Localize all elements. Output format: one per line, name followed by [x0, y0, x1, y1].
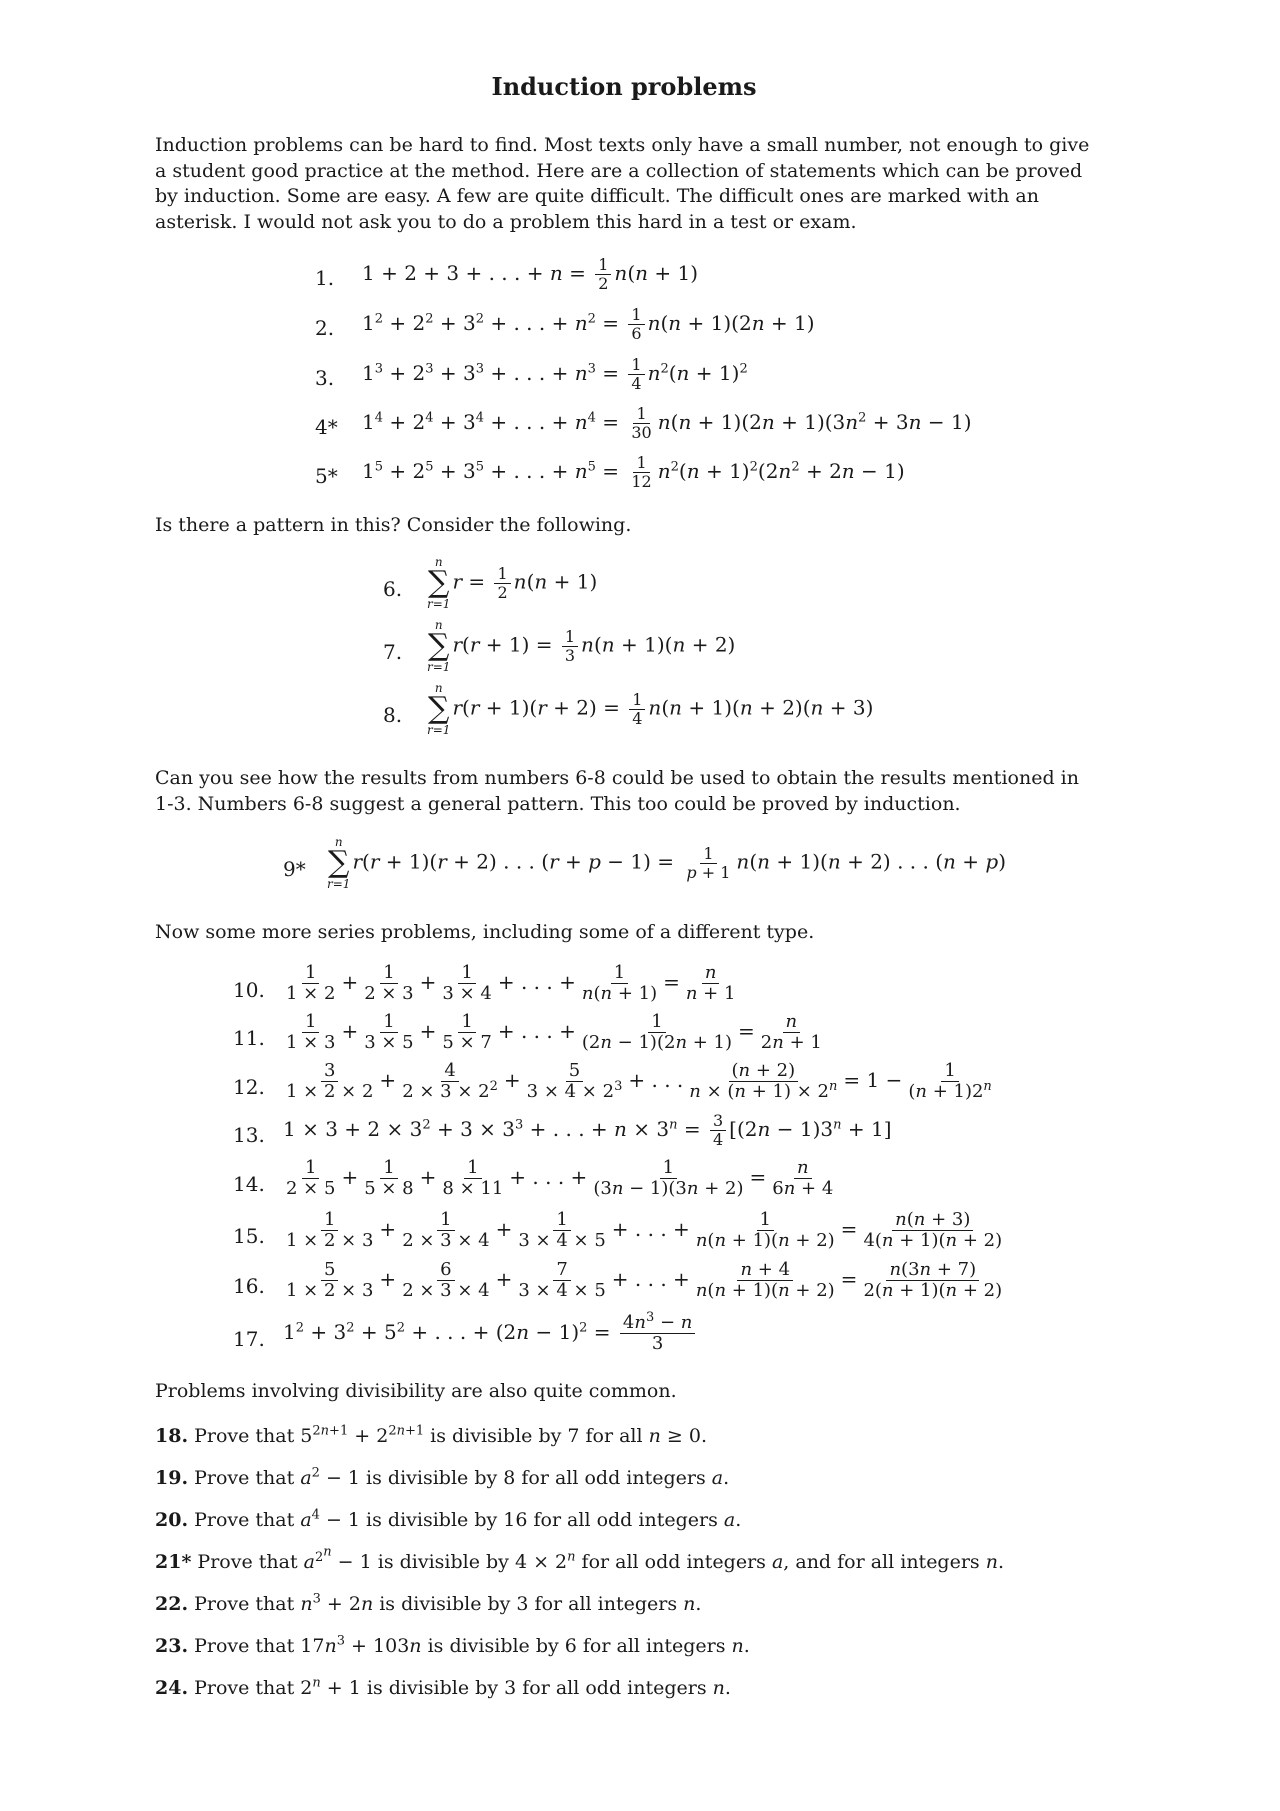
divisibility-intro: Problems involving divisibility are also quite common. [155, 1380, 677, 1402]
formula-12: $\frac{3}{1 \times 2 \times 2}$ + $\frac{4}{2 \times 3 \times 2^2}$ + $\frac{5}{3 \times 4 \times 2^3}$ + . . . $\frac{(n + 2)}{n \times (n + 1) \times 2^n}$ = 1 − $\frac{1}{(n + 1)2^n}$ [286, 1060, 992, 1103]
problem-24: 24. Prove that $2^n + 1$ is divisible by 3 for all odd integers n. [155, 1675, 731, 1699]
problem-label-13: 13. [233, 1123, 265, 1147]
problem-label-9: 9* [283, 857, 306, 881]
problem-label-2: 2. [315, 316, 335, 340]
problem-22: 22. Prove that $n^3 + 2n$ is divisible by 3 for all integers n. [155, 1591, 702, 1615]
problem-18: 18. Prove that $5^{2n+1} + 2^{2n+1}$ is divisible by 7 for all n ≥ 0. [155, 1423, 708, 1447]
problem-label-17: 17. [233, 1327, 265, 1351]
problem-label-16: 16. [233, 1274, 265, 1298]
formula-1: 1 + 2 + 3 + . . . + n = $\frac{1}{2}$ n(n + 1) [362, 255, 699, 293]
formula-13: $1 \times 3 + 2 \times 3^2 + 3 \times 3^3$ + . . . + $n \times 3^n$ = $\frac{3}{4}$ $[(2n - 1)3^n + 1]$ [283, 1111, 892, 1149]
formula-7: n ∑ r=1 r(r + 1) = $\frac{1}{3}$ n(n + 1)(n + 2) [427, 618, 736, 674]
problem-label-4: 4* [315, 415, 338, 439]
problem-label-18: 18. [155, 1425, 189, 1447]
page-title: Induction problems [491, 72, 757, 101]
problem-label-6: 6. [383, 577, 403, 601]
formula-16: $\frac{5}{1 \times 2 \times 3}$ + $\frac{6}{2 \times 3 \times 4}$ + $\frac{7}{3 \times 4 \times 5}$ + . . . + $\frac{n + 4}{n(n + 1)(n + 2)}$ = $\frac{n(3n + 7)}{2(n + 1)(n + 2)}$ [286, 1259, 1003, 1302]
problem-label-11: 11. [233, 1026, 265, 1050]
problem-label-24: 24. [155, 1677, 189, 1699]
problem-label-7: 7. [383, 640, 403, 664]
formula-4: $1^4 + 2^4 + 3^4$ + . . . + $n^4$ = $\frac{1}{30}$ $n(n + 1)(2n + 1)(3n^2 + 3n - 1)$ [362, 404, 972, 442]
problem-label-19: 19. [155, 1467, 189, 1489]
problem-label-21: 21* [155, 1551, 192, 1573]
pattern-question: Is there a pattern in this? Consider the following. [155, 514, 632, 536]
problem-label-14: 14. [233, 1172, 265, 1196]
problem-label-12: 12. [233, 1075, 265, 1099]
formula-3: $1^3 + 2^3 + 3^3$ + . . . + $n^3$ = $\frac{1}{4}$ $n^2(n + 1)^2$ [362, 355, 748, 393]
problem-20: 20. Prove that $a^4 - 1$ is divisible by 16 for all odd integers a. [155, 1507, 742, 1531]
problem-label-1: 1. [315, 266, 335, 290]
problem-label-3: 3. [315, 366, 335, 390]
problem-label-10: 10. [233, 978, 265, 1002]
pattern-paragraph: Can you see how the results from numbers 6-8 could be used to obtain the results mentioned in 1-3. Numbers 6-8 suggest a general pattern. This too could be proved by induction. [155, 767, 1079, 815]
formula-11: $\frac{1}{1 \times 3}$ + $\frac{1}{3 \times 5}$ + $\frac{1}{5 \times 7}$ + . . . + $\frac{1}{(2n - 1)(2n + 1)}$ = $\frac{n}{2n + 1}$ [286, 1011, 822, 1054]
problem-label-20: 20. [155, 1509, 189, 1531]
problem-label-5: 5* [315, 464, 338, 488]
formula-17: $1^2 + 3^2 + 5^2$ + . . . + $(2n - 1)^2$ = $\frac{4n^3 - n}{3}$ [283, 1313, 698, 1354]
problem-19: 19. Prove that $a^2 - 1$ is divisible by 8 for all odd integers a. [155, 1465, 730, 1489]
formula-9: n ∑ r=1 r(r + 1)(r + 2) . . . (r + p − 1) = $\frac{1}{p + 1}$ n(n + 1)(n + 2) . . . (n + p) [327, 835, 1007, 891]
formula-5: $1^5 + 2^5 + 3^5$ + . . . + $n^5$ = $\frac{1}{12}$ $n^2(n + 1)^2(2n^2 + 2n - 1)$ [362, 453, 905, 491]
formula-15: $\frac{1}{1 \times 2 \times 3}$ + $\frac{1}{2 \times 3 \times 4}$ + $\frac{1}{3 \times 4 \times 5}$ + . . . + $\frac{1}{n(n + 1)(n + 2)}$ = $\frac{n(n + 3)}{4(n + 1)(n + 2)}$ [286, 1209, 1003, 1252]
problem-label-15: 15. [233, 1224, 265, 1248]
formula-6: n ∑ r=1 r = $\frac{1}{2}$ n(n + 1) [427, 555, 598, 611]
formula-8: n ∑ r=1 r(r + 1)(r + 2) = $\frac{1}{4}$ n(n + 1)(n + 2)(n + 3) [427, 681, 874, 737]
problem-label-22: 22. [155, 1593, 189, 1615]
formula-2: $1^2 + 2^2 + 3^2$ + . . . + $n^2$ = $\frac{1}{6}$ n(n + 1)(2n + 1) [362, 305, 815, 343]
formula-10: $\frac{1}{1 \times 2}$ + $\frac{1}{2 \times 3}$ + $\frac{1}{3 \times 4}$ + . . . + $\frac{1}{n(n + 1)}$ = $\frac{n}{n + 1}$ [286, 962, 736, 1005]
problem-23: 23. Prove that $17n^3 + 103n$ is divisible by 6 for all integers n. [155, 1633, 750, 1657]
problem-21: 21* Prove that $a^{2^n} - 1$ is divisible by $4 \times 2^n$ for all odd integers a, and for all integers n. [155, 1544, 1005, 1573]
intro-paragraph: Induction problems can be hard to find. Most texts only have a small number, not enough to give a student good practice at the method. Here are a collection of statements which can be proved by induction. Some are easy. A few are quite difficult. The difficult ones are marked with an asterisk. I would not ask you to do a problem this hard in a test or exam. [155, 134, 1090, 233]
series-intro: Now some more series problems, including some of a different type. [155, 921, 815, 943]
formula-14: $\frac{1}{2 \times 5}$ + $\frac{1}{5 \times 8}$ + $\frac{1}{8 \times 11}$ + . . . + $\frac{1}{(3n - 1)(3n + 2)}$ = $\frac{n}{6n + 4}$ [286, 1157, 834, 1200]
problem-label-8: 8. [383, 703, 403, 727]
problem-label-23: 23. [155, 1635, 189, 1657]
